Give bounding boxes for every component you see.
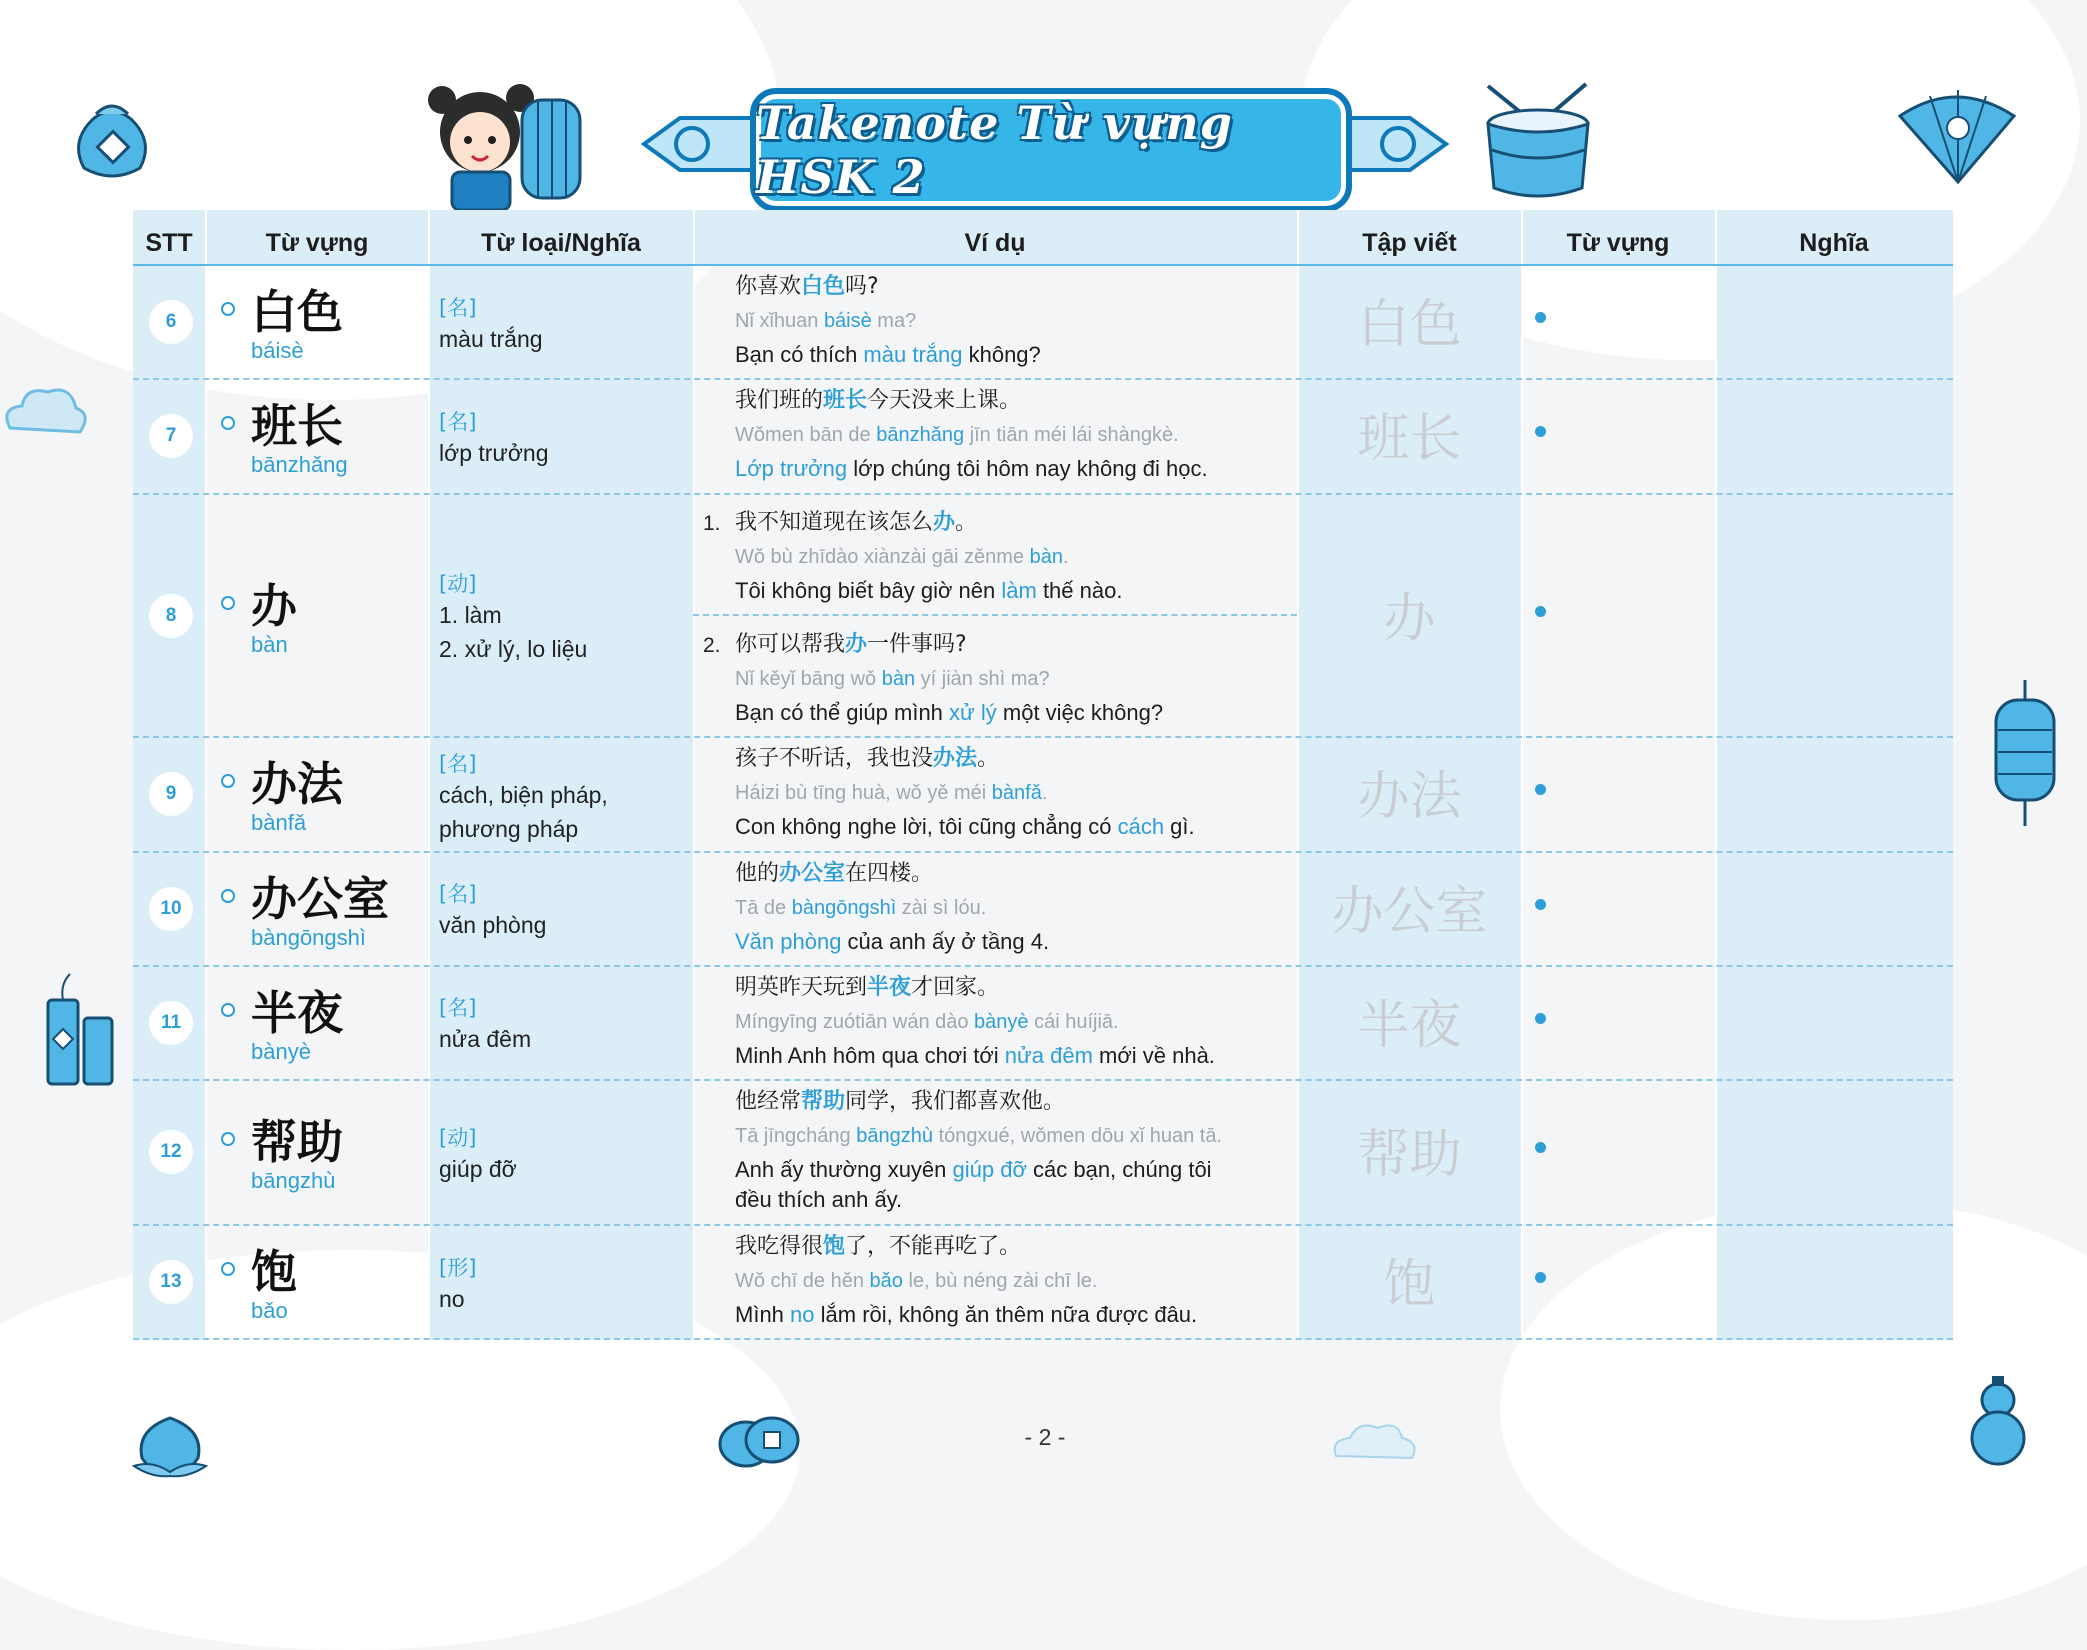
example-chinese-text: 今天没来上课。 [867, 388, 1022, 413]
firecracker-icon [40, 970, 120, 1090]
practice-bullet [1535, 784, 1546, 795]
example-chinese-text: 吗? [845, 274, 879, 299]
ring-icon [221, 596, 235, 610]
example-pinyin-text: le, bù néng zài chī le. [902, 1270, 1098, 1292]
meaning-line: lớp trưởng [439, 440, 549, 466]
header-meaning-practice: Nghĩa [1799, 229, 1869, 257]
example-pinyin-keyword: bànfǎ [991, 782, 1042, 804]
tracing-hanzi: 办法 [1357, 767, 1462, 827]
example-pinyin-text: Nǐ kěyǐ bāng wǒ [735, 668, 882, 690]
example-pinyin [735, 662, 1425, 696]
example-number: 1. [703, 512, 721, 535]
example-vietnamese-text: của anh ấy ở tầng 4. [841, 929, 1050, 954]
example-pinyin-text: Háizi bù tīng huà, wǒ yě méi [735, 782, 992, 804]
peach-icon [128, 1410, 212, 1480]
example-pinyin-text: cái huíjiā. [1028, 1011, 1119, 1033]
example-pinyin-keyword: bàn [881, 668, 916, 690]
word-meaning [439, 1282, 465, 1316]
row-number: 6 [149, 300, 193, 344]
example-vietnamese-keyword: xử lý [949, 700, 997, 725]
vocab-pinyin: báisè [251, 338, 304, 363]
row-number: 7 [149, 414, 193, 458]
title-banner [640, 82, 1450, 206]
example-chinese-keyword: 办法 [933, 746, 978, 771]
row-divider [133, 736, 1953, 738]
meaning-line: giúp đỡ [439, 1156, 517, 1182]
example-vietnamese-text: thế nào. [1036, 578, 1123, 603]
vocab-pinyin: bànfǎ [251, 810, 307, 835]
vocab-hanzi: 半夜 [251, 986, 343, 1040]
example-vietnamese-keyword: màu trắng [863, 342, 963, 367]
example-vietnamese-text: Con không nghe lời, tôi cũng chẳng có [735, 814, 1118, 839]
practice-bullet [1535, 312, 1546, 323]
example-chinese-text: 才回家。 [911, 975, 1000, 1000]
row-divider [133, 378, 1953, 380]
vocab-hanzi: 饱 [251, 1245, 297, 1299]
meaning-line: nửa đêm [439, 1026, 532, 1052]
example-vietnamese-continued: đều thích anh ấy. [735, 1187, 903, 1212]
vocab-pinyin: bànyè [251, 1039, 311, 1064]
vocab-hanzi: 白色 [251, 285, 343, 339]
word-type: [名] [439, 752, 477, 776]
example-vietnamese-keyword: làm [1001, 578, 1037, 603]
tracing-hanzi: 帮助 [1357, 1125, 1462, 1185]
example-chinese-text: 我们班的 [735, 388, 824, 413]
example-vietnamese-text: Tôi không biết bây giờ nên [735, 578, 1002, 603]
row-divider [133, 1079, 1953, 1081]
row-number: 11 [149, 1001, 193, 1045]
example-number: 2. [703, 634, 721, 657]
example-pinyin-text: . [1062, 546, 1069, 568]
example-vietnamese-text: Bạn có thích [735, 342, 864, 367]
example-chinese-text: 了，不能再吃了。 [845, 1234, 1022, 1259]
example-pinyin-keyword: bāngzhù [856, 1125, 933, 1147]
example-vietnamese-text: Minh Anh hôm qua chơi tới [735, 1043, 1005, 1068]
example-chinese-keyword: 半夜 [867, 975, 912, 1000]
lantern-icon [1992, 680, 2058, 830]
banner-left-ornament [640, 112, 760, 176]
vocab-hanzi: 帮助 [251, 1115, 343, 1169]
practice-bullet [1535, 1142, 1546, 1153]
example-pinyin-keyword: bànyè [974, 1011, 1029, 1033]
example-pinyin-text: tóngxué, wǒmen dōu xǐ huan tā. [932, 1125, 1223, 1147]
vocabulary-table [133, 210, 1953, 1340]
meaning-line: cách, biện pháp, [439, 782, 608, 808]
tracing-hanzi: 办 [1383, 589, 1436, 649]
ring-icon [221, 1003, 235, 1017]
practice-bullet [1535, 1272, 1546, 1283]
header-word-type-meaning: Từ loại/Nghĩa [481, 229, 641, 257]
meaning-line: no [439, 1286, 465, 1312]
meaning-line: 1. làm [439, 602, 502, 628]
header-example: Ví dụ [964, 229, 1026, 257]
banner-plate [750, 88, 1352, 212]
row-number: 12 [149, 1130, 193, 1174]
ring-icon [221, 774, 235, 788]
word-meaning [439, 1152, 517, 1186]
header-vocabulary: Từ vựng [265, 229, 369, 257]
money-bag-icon [62, 92, 162, 182]
header-vocabulary-practice: Từ vựng [1566, 229, 1670, 257]
example-vietnamese-keyword: cách [1117, 814, 1165, 839]
header-writing-practice: Tập viết [1362, 229, 1457, 257]
example-pinyin-keyword: bàn [1029, 546, 1063, 568]
page-number: - 2 - [1024, 1424, 1066, 1450]
ring-icon [221, 416, 235, 430]
example-vietnamese-text: Bạn có thể giúp mình [735, 700, 950, 725]
example-pinyin-keyword: bàngōngshì [791, 897, 897, 919]
header-rule [133, 264, 1953, 266]
example-pinyin-text: Wǒ bù zhīdào xiànzài gāi zěnme [735, 546, 1030, 568]
example-vietnamese-text: không? [962, 342, 1041, 367]
tracing-hanzi: 半夜 [1357, 996, 1462, 1056]
example-chinese-keyword: 办 [845, 632, 868, 657]
coins-icon [716, 1412, 802, 1472]
vocab-hanzi: 办法 [251, 757, 343, 811]
row-number: 8 [149, 594, 193, 638]
example-chinese-text: 他经常 [735, 1089, 802, 1114]
meaning-line: 2. xử lý, lo liệu [439, 636, 588, 662]
meaning-line: màu trắng [439, 326, 543, 352]
example-vietnamese-keyword: nửa đêm [1004, 1043, 1093, 1068]
word-type: [动] [439, 572, 477, 596]
example-chinese-keyword: 饱 [823, 1234, 846, 1259]
example-chinese-keyword: 帮助 [801, 1089, 846, 1114]
example-vietnamese-keyword: giúp đỡ [952, 1157, 1027, 1182]
word-meaning [439, 598, 587, 666]
example-vietnamese-keyword: Văn phòng [735, 929, 842, 954]
word-type: [名] [439, 296, 477, 320]
word-meaning [439, 322, 543, 356]
example-pinyin-keyword: bānzhǎng [876, 424, 965, 446]
ring-icon [221, 1262, 235, 1276]
vocab-hanzi: 办公室 [251, 872, 389, 926]
row-number: 13 [149, 1260, 193, 1304]
cloud-icon [1330, 1416, 1420, 1466]
gourd-icon [1966, 1370, 2030, 1470]
example-chinese-text: 一件事吗? [867, 632, 967, 657]
example-pinyin [735, 540, 1425, 574]
row-number: 10 [149, 887, 193, 931]
meaning-line: văn phòng [439, 912, 547, 938]
girl-with-lantern-illustration [422, 80, 598, 210]
word-type: [形] [439, 1256, 477, 1280]
example-chinese-text: 同学，我们都喜欢他。 [845, 1089, 1066, 1114]
example-pinyin-text: . [1041, 782, 1048, 804]
header-stt: STT [145, 229, 193, 257]
example-chinese-keyword: 办公室 [779, 861, 846, 886]
example-pinyin-text: Wǒ chī de hěn [735, 1270, 870, 1292]
example-pinyin-text: zài sì lóu. [896, 897, 987, 919]
meaning-line: phương pháp [439, 816, 579, 842]
tracing-hanzi: 班长 [1357, 409, 1462, 469]
word-meaning [439, 778, 608, 846]
example-chinese-keyword: 白色 [801, 274, 846, 299]
tracing-hanzi: 白色 [1357, 295, 1462, 355]
example-vietnamese [735, 696, 1425, 730]
word-meaning [439, 436, 549, 470]
word-meaning [439, 908, 546, 942]
example-chinese-text: 你喜欢 [735, 274, 802, 299]
vocab-hanzi: 办 [251, 579, 297, 633]
example-vietnamese-keyword: Lớp trưởng [735, 456, 848, 481]
example-chinese-keyword: 办 [933, 510, 956, 535]
example-pinyin-text: yí jiàn shì ma? [915, 668, 1050, 690]
ring-icon [221, 1132, 235, 1146]
word-type: [名] [439, 996, 477, 1020]
example-vietnamese-text: gì. [1164, 814, 1195, 839]
example-vietnamese-keyword: no [790, 1302, 815, 1327]
row-divider [133, 851, 1953, 853]
row-divider [133, 493, 1953, 495]
vocab-pinyin: bàn [251, 632, 288, 657]
example-chinese-text: 明英昨天玩到 [735, 975, 868, 1000]
example-chinese-text: 在四楼。 [845, 861, 934, 886]
word-type: [动] [439, 1126, 477, 1150]
example-pinyin-text: Tā jīngcháng [735, 1125, 857, 1147]
page-title: Takenote Từ vựng HSK 2 [756, 96, 1233, 204]
example-pinyin-text: Míngyīng zuótiān wán dào [735, 1011, 975, 1033]
row-number: 9 [149, 772, 193, 816]
word-type: [名] [439, 882, 477, 906]
ring-icon [221, 889, 235, 903]
tracing-hanzi: 饱 [1383, 1255, 1436, 1315]
example-pinyin-text: ma? [871, 310, 917, 332]
example-vietnamese-text: một việc không? [996, 700, 1164, 725]
example-chinese-text: 我吃得很 [735, 1234, 824, 1259]
fan-icon [1896, 86, 2018, 186]
ring-icon [221, 302, 235, 316]
vocab-pinyin: bānzhǎng [251, 452, 348, 477]
example-chinese-text: 我不知道现在该怎么 [735, 510, 934, 535]
drum-icon [1478, 80, 1598, 204]
example-chinese-text: 他的 [735, 861, 780, 886]
example-divider [693, 614, 1297, 616]
example-chinese-text: 。 [955, 510, 978, 535]
example-vietnamese-text: Mình [735, 1302, 791, 1327]
practice-bullet [1535, 606, 1546, 617]
practice-bullet [1535, 899, 1546, 910]
practice-bullet [1535, 1013, 1546, 1024]
vocab-hanzi: 班长 [251, 399, 343, 453]
example-vietnamese-text: mới về nhà. [1092, 1043, 1215, 1068]
row-divider [133, 1338, 1953, 1340]
example-chinese-text: 。 [977, 746, 1000, 771]
example-chinese-text: 你可以帮我 [735, 632, 846, 657]
example-pinyin-keyword: bǎo [869, 1270, 903, 1292]
example-pinyin-text: jīn tiān méi lái shàngkè. [964, 424, 1179, 446]
example-vietnamese-text: lớp chúng tôi hôm nay không đi học. [847, 456, 1208, 481]
example-pinyin-text: Tā de [735, 897, 792, 919]
word-meaning [439, 1022, 531, 1056]
example-vietnamese-text: lắm rồi, không ăn thêm nữa được đâu. [814, 1302, 1198, 1327]
vocab-pinyin: bàngōngshì [251, 925, 366, 950]
example-pinyin-keyword: báisè [823, 310, 872, 332]
example-pinyin-text: Nǐ xǐhuan [735, 310, 824, 332]
example-chinese [735, 506, 1425, 540]
example-vietnamese-text: các bạn, chúng tôi [1026, 1157, 1212, 1182]
cloud-icon [0, 378, 90, 448]
example-vietnamese-text: Anh ấy thường xuyên [735, 1157, 953, 1182]
word-type: [名] [439, 410, 477, 434]
practice-bullet [1535, 426, 1546, 437]
example-chinese-text: 孩子不听话，我也没 [735, 746, 934, 771]
vocab-pinyin: bāngzhù [251, 1168, 336, 1193]
example-pinyin-text: Wǒmen bān de [735, 424, 877, 446]
row-divider [133, 1224, 1953, 1226]
vocab-pinyin: bǎo [251, 1298, 288, 1323]
example-chinese-keyword: 班长 [823, 388, 868, 413]
tracing-hanzi: 办公室 [1331, 882, 1488, 942]
row-divider [133, 965, 1953, 967]
